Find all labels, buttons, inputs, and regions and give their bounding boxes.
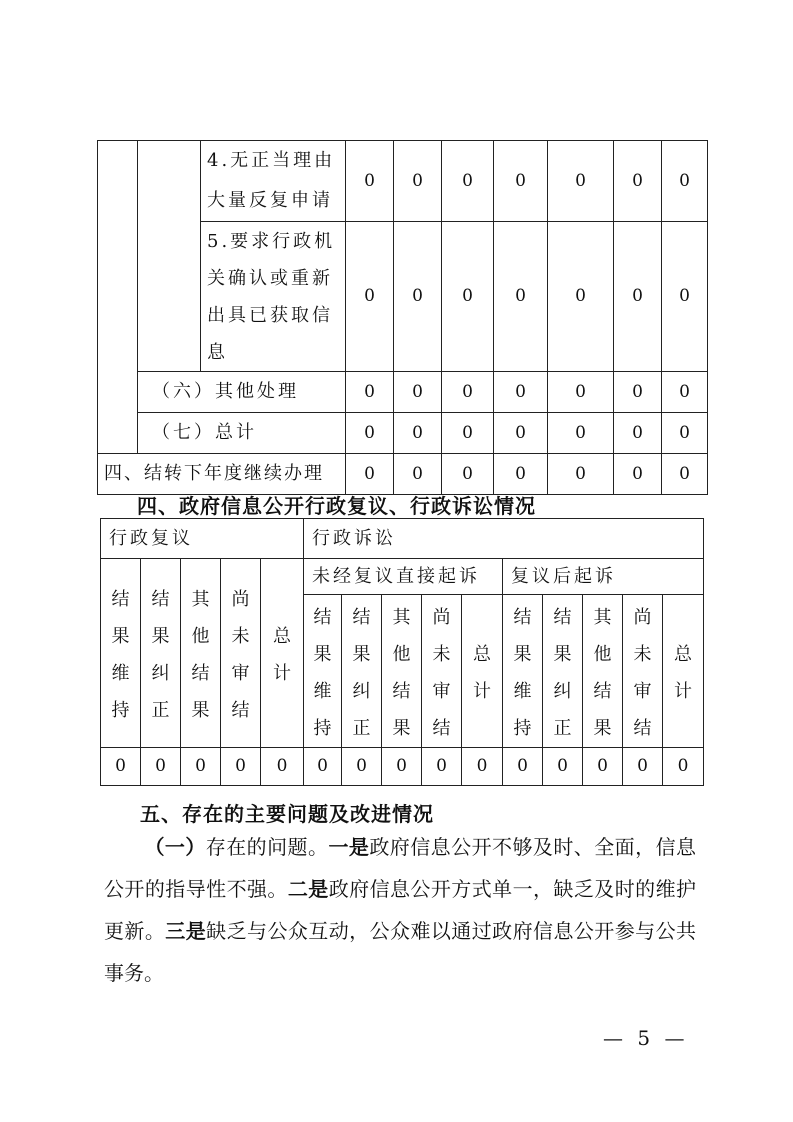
value-cell: 0 xyxy=(662,141,708,222)
value-cell: 0 xyxy=(614,413,662,454)
value-cell: 0 xyxy=(548,413,614,454)
blank-cell xyxy=(138,141,201,372)
results-table-continued xyxy=(97,140,708,495)
table-row xyxy=(98,454,708,495)
table-row xyxy=(101,519,704,559)
row-label: 5.要求行政机 关确认或重新 出具已获取信 息 xyxy=(201,222,346,372)
value-cell: 0 xyxy=(548,222,614,372)
value-cell: 0 xyxy=(304,748,342,786)
value-cell: 0 xyxy=(442,141,494,222)
value-cell: 0 xyxy=(442,454,494,495)
value-cell: 0 xyxy=(543,748,583,786)
value-cell: 0 xyxy=(662,372,708,413)
value-cell: 0 xyxy=(614,141,662,222)
col-header: 尚 未 审 结 xyxy=(422,595,462,748)
col-header: 结 果 纠 正 xyxy=(141,559,181,748)
value-cell: 0 xyxy=(662,454,708,495)
review-litigation-table xyxy=(100,518,704,786)
table-row xyxy=(98,413,708,454)
value-cell: 0 xyxy=(141,748,181,786)
value-cell: 0 xyxy=(494,413,548,454)
suit-after-review-header: 复议后起诉 xyxy=(503,559,704,595)
row-label: 4.无正当理由 大量反复申请 xyxy=(201,141,346,222)
col-header: 总 计 xyxy=(261,559,304,748)
value-cell: 0 xyxy=(494,222,548,372)
admin-review-header: 行政复议 xyxy=(101,519,304,559)
value-cell: 0 xyxy=(442,372,494,413)
value-cell: 0 xyxy=(663,748,704,786)
value-cell: 0 xyxy=(494,454,548,495)
table-row xyxy=(98,141,708,222)
value-cell: 0 xyxy=(442,222,494,372)
value-cell: 0 xyxy=(346,413,394,454)
col-header: 结 果 维 持 xyxy=(101,559,141,748)
row-label: 四、结转下年度继续办理 xyxy=(98,454,346,495)
value-cell: 0 xyxy=(503,748,543,786)
col-header: 结 果 维 持 xyxy=(503,595,543,748)
value-cell: 0 xyxy=(346,222,394,372)
subsection-marker: （一） xyxy=(144,835,206,859)
value-cell: 0 xyxy=(346,454,394,495)
col-header: 结 果 纠 正 xyxy=(543,595,583,748)
row-label: （六）其他处理 xyxy=(138,372,346,413)
col-header: 其 他 结 果 xyxy=(181,559,221,748)
blank-cell xyxy=(98,141,138,454)
col-header: 其 他 结 果 xyxy=(382,595,422,748)
issues-paragraph: （一）存在的问题。一是政府信息公开不够及时、全面，信息公开的指导性不强。二是政府信息公开方式单一，缺乏及时的维护更新。三是缺乏与公众互动，公众难以通过政府信息公开参与公共事务。 xyxy=(104,835,697,985)
value-cell: 0 xyxy=(494,141,548,222)
value-cell: 0 xyxy=(181,748,221,786)
col-header: 总 计 xyxy=(462,595,503,748)
table-row xyxy=(98,372,708,413)
page-number: — 5 — xyxy=(603,1026,689,1050)
value-cell: 0 xyxy=(494,372,548,413)
value-cell: 0 xyxy=(394,222,442,372)
table-row xyxy=(101,559,704,595)
value-cell: 0 xyxy=(394,372,442,413)
value-cell: 0 xyxy=(614,454,662,495)
value-cell: 0 xyxy=(394,454,442,495)
value-cell: 0 xyxy=(346,372,394,413)
table-row xyxy=(101,748,704,786)
value-cell: 0 xyxy=(221,748,261,786)
col-header: 总 计 xyxy=(663,595,704,748)
value-cell: 0 xyxy=(442,413,494,454)
value-cell: 0 xyxy=(422,748,462,786)
admin-litigation-header: 行政诉讼 xyxy=(304,519,704,559)
col-header: 尚 未 审 结 xyxy=(623,595,663,748)
col-header: 其 他 结 果 xyxy=(583,595,623,748)
value-cell: 0 xyxy=(101,748,141,786)
col-header: 结 果 纠 正 xyxy=(342,595,382,748)
section-4-title: 四、政府信息公开行政复议、行政诉讼情况 xyxy=(137,494,536,518)
section-5-title: 五、存在的主要问题及改进情况 xyxy=(140,802,434,826)
value-cell: 0 xyxy=(462,748,503,786)
value-cell: 0 xyxy=(261,748,304,786)
value-cell: 0 xyxy=(548,141,614,222)
value-cell: 0 xyxy=(382,748,422,786)
value-cell: 0 xyxy=(614,222,662,372)
value-cell: 0 xyxy=(394,141,442,222)
value-cell: 0 xyxy=(623,748,663,786)
col-header: 结 果 维 持 xyxy=(304,595,342,748)
value-cell: 0 xyxy=(342,748,382,786)
value-cell: 0 xyxy=(662,222,708,372)
col-header: 尚 未 审 结 xyxy=(221,559,261,748)
value-cell: 0 xyxy=(583,748,623,786)
value-cell: 0 xyxy=(662,413,708,454)
value-cell: 0 xyxy=(394,413,442,454)
value-cell: 0 xyxy=(548,372,614,413)
value-cell: 0 xyxy=(548,454,614,495)
value-cell: 0 xyxy=(614,372,662,413)
value-cell: 0 xyxy=(346,141,394,222)
direct-suit-header: 未经复议直接起诉 xyxy=(304,559,503,595)
row-label: （七）总计 xyxy=(138,413,346,454)
